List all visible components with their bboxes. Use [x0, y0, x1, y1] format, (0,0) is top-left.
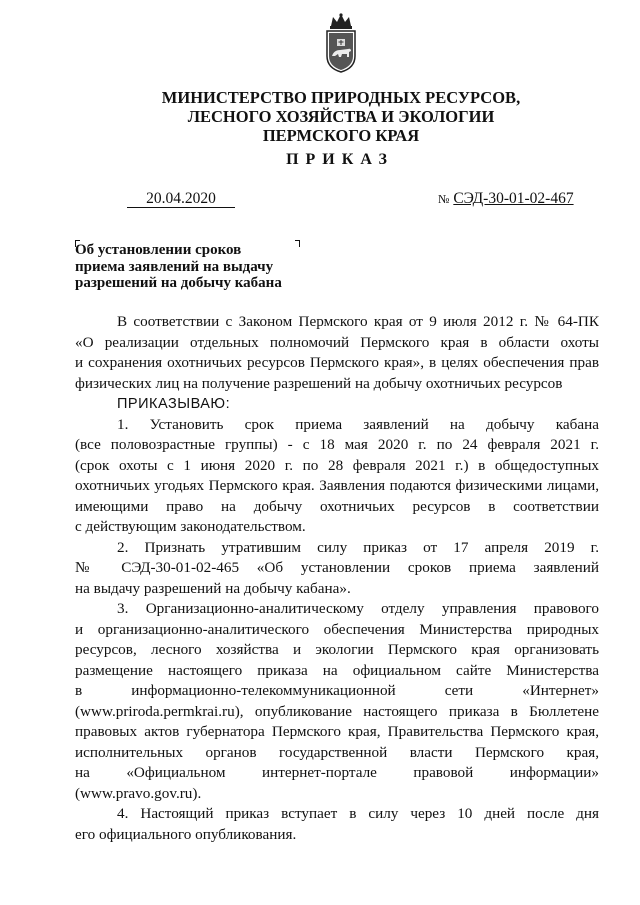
body-line: (все половозрастные группы) - с 18 мая 2020 г. по 24 февраля 2021 г. — [75, 436, 599, 453]
body-line: 1. Установить срок приема заявлений на добычу кабана — [117, 415, 599, 433]
body-line: 3. Организационно-аналитическому отделу управления правового — [117, 600, 599, 617]
body-line: 4. Настоящий приказ вступает в силу через 10 дней после дня — [117, 805, 599, 822]
body-line: имеющими право на добычу охотничьих ресурсов в соответствии — [75, 497, 599, 515]
number-value: СЭД-30-01-02-467 — [453, 190, 574, 207]
number-label: № — [438, 192, 450, 206]
org-line: МИНИСТЕРСТВО ПРИРОДНЫХ РЕСУРСОВ, — [161, 88, 521, 107]
body-line: физических лиц на получение разрешений на добычу охотничьих ресурсов — [75, 374, 563, 392]
body-line: ПРИКАЗЫВАЮ: — [117, 396, 231, 412]
body-line: № СЭД-30-01-02-465 «Об установлении сроков приема заявлений — [75, 559, 599, 576]
body-line: (www.priroda.permkrai.ru), опубликование настоящего приказа в Бюллетене — [75, 702, 599, 720]
body-line: (www.pravo.gov.ru). — [75, 784, 202, 802]
body-line: (срок охоты с 1 июня 2020 г. по 28 февраля 2021 г.) в общедоступных — [75, 456, 599, 474]
body-line: в информационно-телекоммуникационной сети «Интернет» — [75, 682, 599, 699]
body-line: и сохранения охотничьих ресурсов Пермского края», в целях обеспечения прав — [75, 354, 599, 371]
coat-of-arms-icon — [322, 12, 360, 74]
body-line: его официального опубликования. — [75, 825, 297, 843]
subject-line: приема заявлений на выдачу — [75, 258, 274, 275]
document-date: 20.04.2020 — [127, 190, 235, 208]
body-line: исполнительных органов государственной власти Пермского края, — [75, 743, 599, 761]
body-line: с действующим законодательством. — [75, 518, 306, 535]
org-line: ПЕРМСКОГО КРАЯ — [262, 126, 420, 145]
org-line: ЛЕСНОГО ХОЗЯЙСТВА И ЭКОЛОГИИ — [187, 107, 495, 126]
body-line: «О реализации отдельных полномочий Пермского края в области охоты — [75, 333, 599, 351]
body-line: на «Официальном интернет-портале правовой информации» — [75, 764, 599, 781]
document-subject — [75, 242, 305, 292]
document-number — [438, 190, 574, 208]
document-body — [75, 312, 599, 845]
body-line: и организационно-аналитического обеспечения Министерства природных — [75, 620, 599, 638]
subject-line: Об установлении сроков — [75, 242, 242, 258]
body-line: правовых актов губернатора Пермского края, Правительства Пермского края, — [75, 723, 599, 740]
subject-line: разрешений на добычу кабана — [75, 275, 282, 291]
document-type: ПРИКАЗ — [286, 151, 394, 168]
body-line: охотничьих угодьях Пермского края. Заявления подаются физическими лицами, — [75, 477, 599, 494]
body-line: на выдачу разрешений на добычу кабана». — [75, 579, 351, 597]
body-line: В соответствии с Законом Пермского края от 9 июля 2012 г. № 64-ПК — [117, 313, 599, 330]
body-line: размещение настоящего приказа на официальном сайте Министерства — [75, 661, 599, 679]
organization-name — [100, 88, 582, 145]
body-line: 2. Признать утратившим силу приказ от 17 апреля 2019 г. — [117, 538, 599, 556]
body-line: ресурсов, лесного хозяйства и экологии Пермского края организовать — [75, 641, 599, 658]
